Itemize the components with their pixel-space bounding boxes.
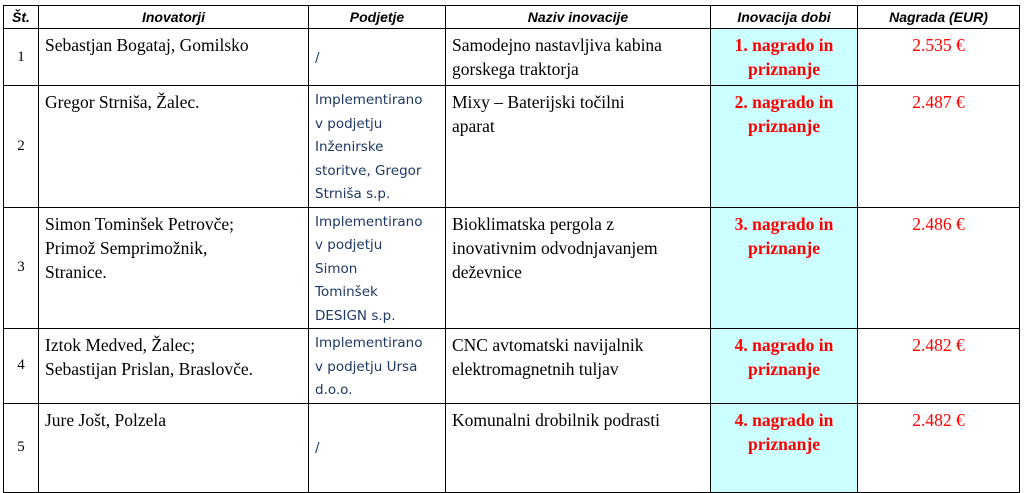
naziv-cell [446,29,711,86]
header-podjetje: Podjetje [309,6,446,29]
podjetje-line: / [315,440,320,457]
naziv-line: Mixy – Baterijski točilni [452,92,625,112]
table-row [4,403,1020,492]
nagrada-cell: 2.535 € [858,29,1020,86]
inovator-line: Stranice. [45,261,107,282]
inovator-line: Jure Jošt, Polzela [45,409,167,430]
award-line: priznanje [748,59,820,79]
award-cell [711,403,858,492]
award-cell [711,329,858,404]
inovatorji-cell [39,29,309,86]
table-row [4,29,1020,86]
naziv-line: gorskega traktorja [452,59,579,79]
row-number: 1 [4,29,39,86]
table-row [4,207,1020,329]
row-number: 2 [4,86,39,208]
nagrada-cell: 2.482 € [858,329,1020,404]
table-body [4,29,1020,493]
podjetje-cell [309,29,446,86]
naziv-line: Komunalni drobilnik podrasti [452,409,661,430]
header-st: Št. [4,6,39,29]
podjetje-cell [309,207,446,329]
table-row [4,329,1020,404]
header-inovatorji: Inovatorji [39,6,309,29]
podjetje-line: v podjetju [315,115,383,132]
naziv-line: aparat [452,116,495,136]
nagrada-cell: 2.487 € [858,86,1020,208]
award-line: 2. nagrado in [734,92,834,112]
naziv-cell [446,403,711,492]
award-text [711,404,857,456]
podjetje-line: Implementirano [315,92,423,108]
podjetje-line: Strniša s.p. [315,186,391,202]
podjetje-line: Implementirano [315,213,423,230]
header-naziv: Naziv inovacije [446,6,711,29]
naziv-line: Samodejno nastavljiva kabina [452,35,662,55]
awards-table [3,5,1020,493]
naziv-line: deževnice [452,261,522,282]
naziv-cell [446,207,711,329]
podjetje-cell [309,86,446,208]
award-line: 4. nagrado in [734,409,834,430]
podjetje-line: Simon [315,260,358,277]
podjetje-line: Implementirano [315,335,423,351]
naziv-line: Bioklimatska pergola z [452,213,615,234]
inovator-line: Gregor Strniša, Žalec. [45,92,200,112]
naziv-line: CNC avtomatski navijalnik [452,335,644,355]
award-line: priznanje [748,116,820,136]
award-text [711,86,857,138]
inovator-line: Iztok Medved, Žalec; [45,335,196,355]
header-row [4,6,1020,29]
nagrada-cell: 2.486 € [858,207,1020,329]
inovator-line: Sebastjan Bogataj, Gomilsko [45,35,249,55]
inovatorji-cell [39,329,309,404]
podjetje-line: d.o.o. [315,382,353,398]
podjetje-cell [309,329,446,404]
inovatorji-cell [39,86,309,208]
award-cell [711,207,858,329]
inovatorji-cell [39,207,309,329]
nagrada-cell: 2.482 € [858,403,1020,492]
naziv-line: inovativnim odvodnjavanjem [452,237,658,258]
podjetje-line: Inženirske [315,139,384,155]
award-cell [711,29,858,86]
podjetje-line: storitve, Gregor [315,162,422,179]
podjetje-line: v podjetju [315,237,383,253]
row-number: 5 [4,403,39,492]
award-text [711,29,857,81]
inovator-line: Primož Semprimožnik, [45,237,208,258]
award-line: 3. nagrado in [734,213,834,234]
table-row [4,86,1020,208]
award-line: 4. nagrado in [734,335,834,355]
award-cell [711,86,858,208]
podjetje-line: Tominšek [315,284,378,300]
podjetje-line: / [315,49,320,66]
naziv-cell [446,86,711,208]
inovator-line: Simon Tominšek Petrovče; [45,213,234,234]
podjetje-line: v podjetju Ursa [315,358,418,375]
award-line: priznanje [748,237,820,258]
inovatorji-cell [39,403,309,492]
award-line: priznanje [748,359,820,379]
row-number: 4 [4,329,39,404]
award-text [711,208,857,260]
award-text [711,329,857,381]
award-line: priznanje [748,433,820,454]
row-number: 3 [4,207,39,329]
header-nagrada: Nagrada (EUR) [858,6,1020,29]
podjetje-cell [309,403,446,492]
award-line: 1. nagrado in [734,35,834,55]
header-inovacija-dobi: Inovacija dobi [711,6,858,29]
podjetje-line: DESIGN s.p. [315,307,396,324]
naziv-line: elektromagnetnih tuljav [452,359,619,379]
inovator-line: Sebastijan Prislan, Braslovče. [45,359,254,379]
naziv-cell [446,329,711,404]
